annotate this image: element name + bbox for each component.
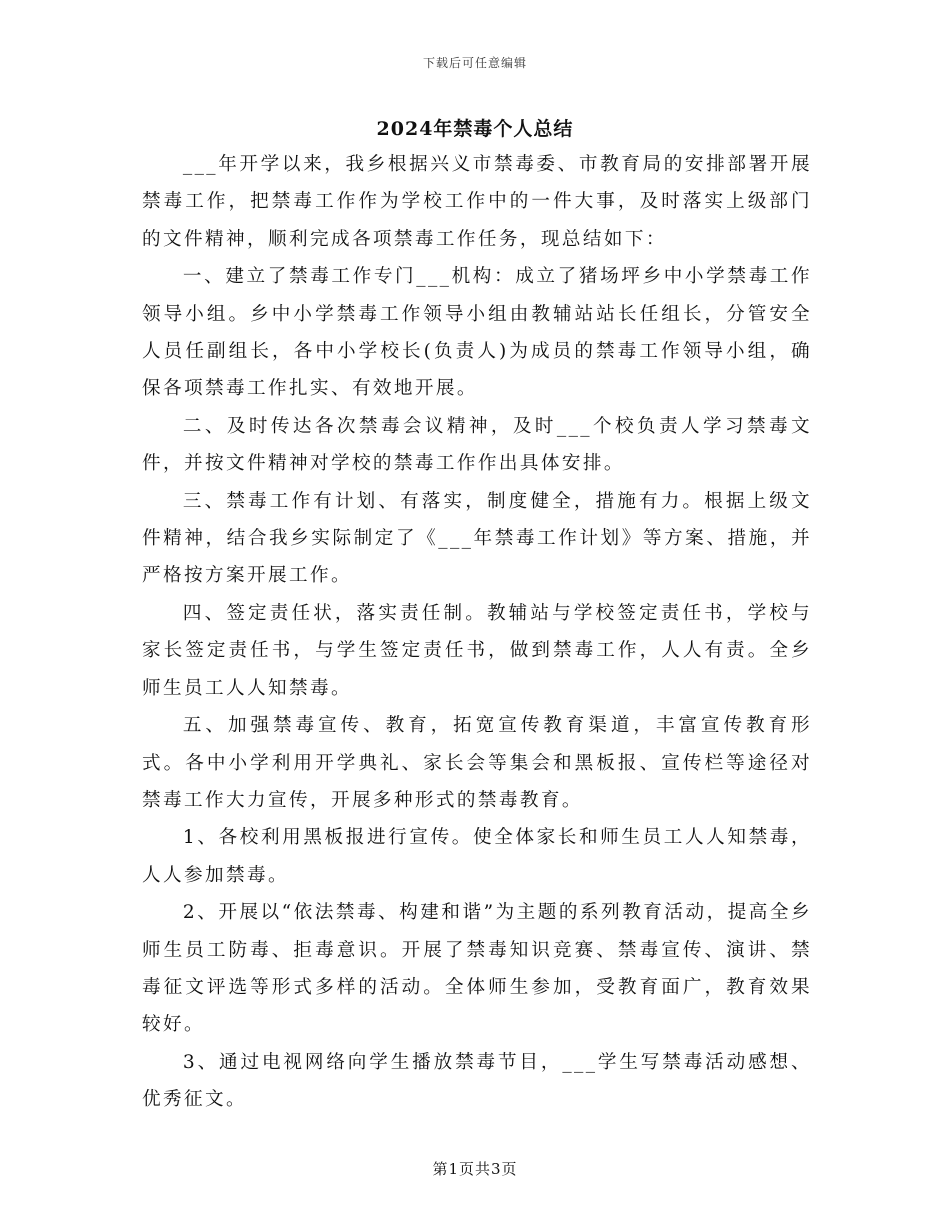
paragraph: 五、加强禁毒宣传、教育，拓宽宣传教育渠道，丰富宣传教育形式。各中小学利用开学典礼、家长会等集会和黑板报、宣传栏等途径对禁毒工作大力宣传，开展多种形式的禁毒教育。: [142, 715, 812, 811]
paragraph: 2、开展以“依法禁毒、构建和谐”为主题的系列教育活动，提高全乡师生员工防毒、拒毒意识。开展了禁毒知识竞赛、禁毒宣传、演讲、禁毒征文评选等形式多样的活动。全体师生参加，受教育面广，教育效果较好。: [142, 902, 812, 1036]
document-body: [142, 146, 812, 1119]
paragraph: 1、各校利用黑板报进行宣传。使全体家长和师生员工人人知禁毒，人人参加禁毒。: [142, 827, 812, 886]
paragraph: 二、及时传达各次禁毒会议精神，及时___个校负责人学习禁毒文件，并按文件精神对学校的禁毒工作作出具体安排。: [142, 415, 812, 475]
paragraph: 一、建立了禁毒工作专门___机构：成立了猪场坪乡中小学禁毒工作领导小组。乡中小学禁毒工作领导小组由教辅站站长任组长，分管安全人员任副组长，各中小学校长(负责人)为成员的禁毒工作领导小组，确保各项禁毒工作扎实、有效地开展。: [142, 266, 812, 400]
header-note: 下载后可任意编辑: [422, 56, 527, 70]
paragraph: ___年开学以来，我乡根据兴义市禁毒委、市教育局的安排部署开展禁毒工作，把禁毒工作作为学校工作中的一件大事，及时落实上级部门的文件精神，顺利完成各项禁毒工作任务，现总结如下：: [142, 154, 812, 250]
page-number: 第1页共3页: [432, 1160, 518, 1178]
paragraph: 四、签定责任状，落实责任制。教辅站与学校签定责任书，学校与家长签定责任书，与学生签定责任书，做到禁毒工作，人人有责。全乡师生员工人人知禁毒。: [142, 602, 812, 699]
paragraph: 3、通过电视网络向学生播放禁毒节目，___学生写禁毒活动感想、优秀征文。: [142, 1051, 812, 1111]
paragraph: 三、禁毒工作有计划、有落实，制度健全，措施有力。根据上级文件精神，结合我乡实际制定了《___年禁毒工作计划》等方案、措施，并严格按方案开展工作。: [142, 490, 812, 587]
document-title: 2024年禁毒个人总结: [376, 118, 574, 140]
